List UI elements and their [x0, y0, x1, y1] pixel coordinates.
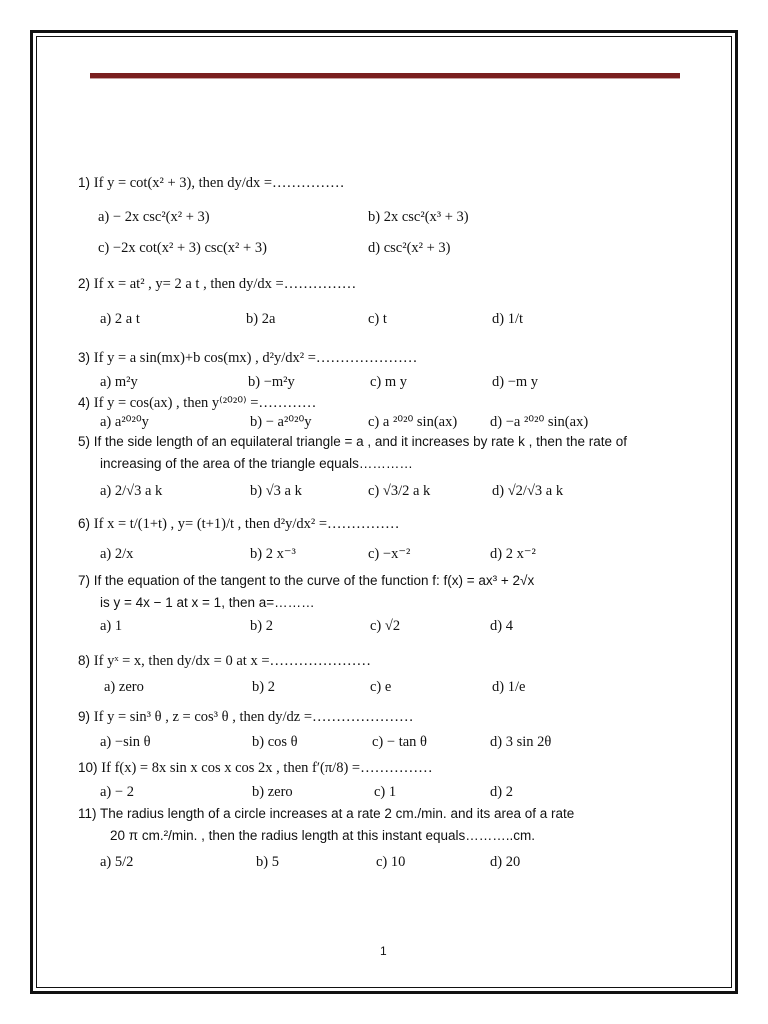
option-d: d) csc²(x² + 3) — [368, 240, 451, 256]
question-7 — [78, 573, 534, 589]
option-d: d) 2 — [490, 784, 513, 800]
option-a: a) − 2 — [100, 784, 134, 800]
option-d: d) 3 sin 2θ — [490, 734, 552, 750]
option-b: b) 2 — [252, 679, 275, 695]
question-number: 11) — [78, 806, 97, 821]
question-stem: If y = cot(x² + 3), then dy/dx =…………… — [93, 175, 345, 191]
option-c: c) − tan θ — [372, 734, 427, 750]
question-1 — [78, 175, 345, 191]
option-d: d) 1/t — [492, 311, 524, 327]
option-d: d) 2 x⁻² — [490, 546, 536, 562]
question-10 — [78, 760, 433, 776]
option-c: c) √2 — [370, 618, 401, 634]
option-a: a) 5/2 — [100, 854, 134, 870]
option-d: d) −a ²⁰²⁰ sin(ax) — [490, 414, 589, 430]
option-b: b) 5 — [256, 854, 279, 870]
page-number: 1 — [380, 944, 387, 958]
question-number: 5) — [78, 434, 91, 449]
question-number: 4) — [78, 395, 91, 410]
option-c: c) 10 — [376, 854, 406, 870]
option-c: c) t — [368, 311, 387, 327]
question-stem: If the side length of an equilateral triangle = a , and it increases by rate k , then the rate of — [93, 434, 627, 449]
question-stem: If y = sin³ θ , z = cos³ θ , then dy/dz =………………… — [93, 709, 414, 725]
question-11 — [78, 806, 574, 822]
option-b: b) 2 — [250, 618, 273, 634]
option-c: c) 1 — [374, 784, 397, 800]
option-c: c) √3/2 a k — [368, 483, 431, 499]
question-stem: If f(x) = 8x sin x cos x cos 2x , then f′(π/8) =…………… — [101, 760, 433, 776]
question-stem: If x = t/(1+t) , y= (t+1)/t , then d²y/dx² =…………… — [93, 516, 400, 532]
option-d: d) √2/√3 a k — [492, 483, 564, 499]
question-stem-continued: is y = 4x − 1 at x = 1, then a=……… — [100, 595, 315, 610]
question-9 — [78, 709, 414, 725]
option-a: a) −sin θ — [100, 734, 151, 750]
option-c: c) −x⁻² — [368, 546, 411, 562]
question-8 — [78, 653, 371, 669]
question-stem: The radius length of a circle increases at a rate 2 cm./min. and its area of a rate — [100, 806, 575, 821]
option-b: b) 2x csc²(x³ + 3) — [368, 209, 469, 225]
question-stem-continued: 20 π cm.²/min. , then the radius length at this instant equals………..cm. — [110, 828, 535, 843]
option-a: a) − 2x csc²(x² + 3) — [98, 209, 210, 225]
question-stem: If x = at² , y= 2 a t , then dy/dx =…………… — [93, 276, 357, 292]
question-6 — [78, 516, 400, 532]
option-b: b) zero — [252, 784, 293, 800]
option-a: a) 1 — [100, 618, 123, 634]
question-4 — [78, 395, 316, 411]
question-number: 10) — [78, 760, 98, 775]
option-a: a) a²⁰²⁰y — [100, 414, 149, 430]
question-number: 8) — [78, 653, 91, 668]
option-c: c) a ²⁰²⁰ sin(ax) — [368, 414, 458, 430]
question-3 — [78, 350, 417, 366]
option-d: d) 4 — [490, 618, 513, 634]
question-2 — [78, 276, 356, 292]
option-d: d) 1/e — [492, 679, 526, 695]
option-b: b) −m²y — [248, 374, 295, 390]
question-number: 7) — [78, 573, 91, 588]
option-c: c) −2x cot(x² + 3) csc(x² + 3) — [98, 240, 267, 256]
header-rule — [90, 73, 680, 79]
option-b: b) − a²⁰²⁰y — [250, 414, 312, 430]
question-number: 9) — [78, 709, 91, 724]
question-number: 2) — [78, 276, 91, 291]
question-number: 6) — [78, 516, 91, 531]
option-a: a) 2/x — [100, 546, 134, 562]
option-d: d) 20 — [490, 854, 521, 870]
question-stem: If yˣ = x, then dy/dx = 0 at x =………………… — [93, 653, 371, 669]
option-a: a) 2 a t — [100, 311, 140, 327]
option-a: a) zero — [104, 679, 144, 695]
option-d: d) −m y — [492, 374, 539, 390]
question-5 — [78, 434, 627, 450]
option-c: c) m y — [370, 374, 408, 390]
option-c: c) e — [370, 679, 392, 695]
question-stem: If the equation of the tangent to the curve of the function f: f(x) = ax³ + 2√x — [93, 573, 535, 588]
option-a: a) 2/√3 a k — [100, 483, 163, 499]
question-number: 1) — [78, 175, 91, 190]
option-b: b) 2 x⁻³ — [250, 546, 296, 562]
option-b: b) cos θ — [252, 734, 298, 750]
question-stem: If y = cos(ax) , then y⁽²⁰²⁰⁾ =………… — [93, 395, 317, 411]
question-stem: If y = a sin(mx)+b cos(mx) , d²y/dx² =………………… — [93, 350, 418, 366]
option-b: b) √3 a k — [250, 483, 302, 499]
option-a: a) m²y — [100, 374, 138, 390]
question-number: 3) — [78, 350, 91, 365]
option-b: b) 2a — [246, 311, 276, 327]
question-stem-continued: increasing of the area of the triangle equals………… — [100, 456, 413, 471]
